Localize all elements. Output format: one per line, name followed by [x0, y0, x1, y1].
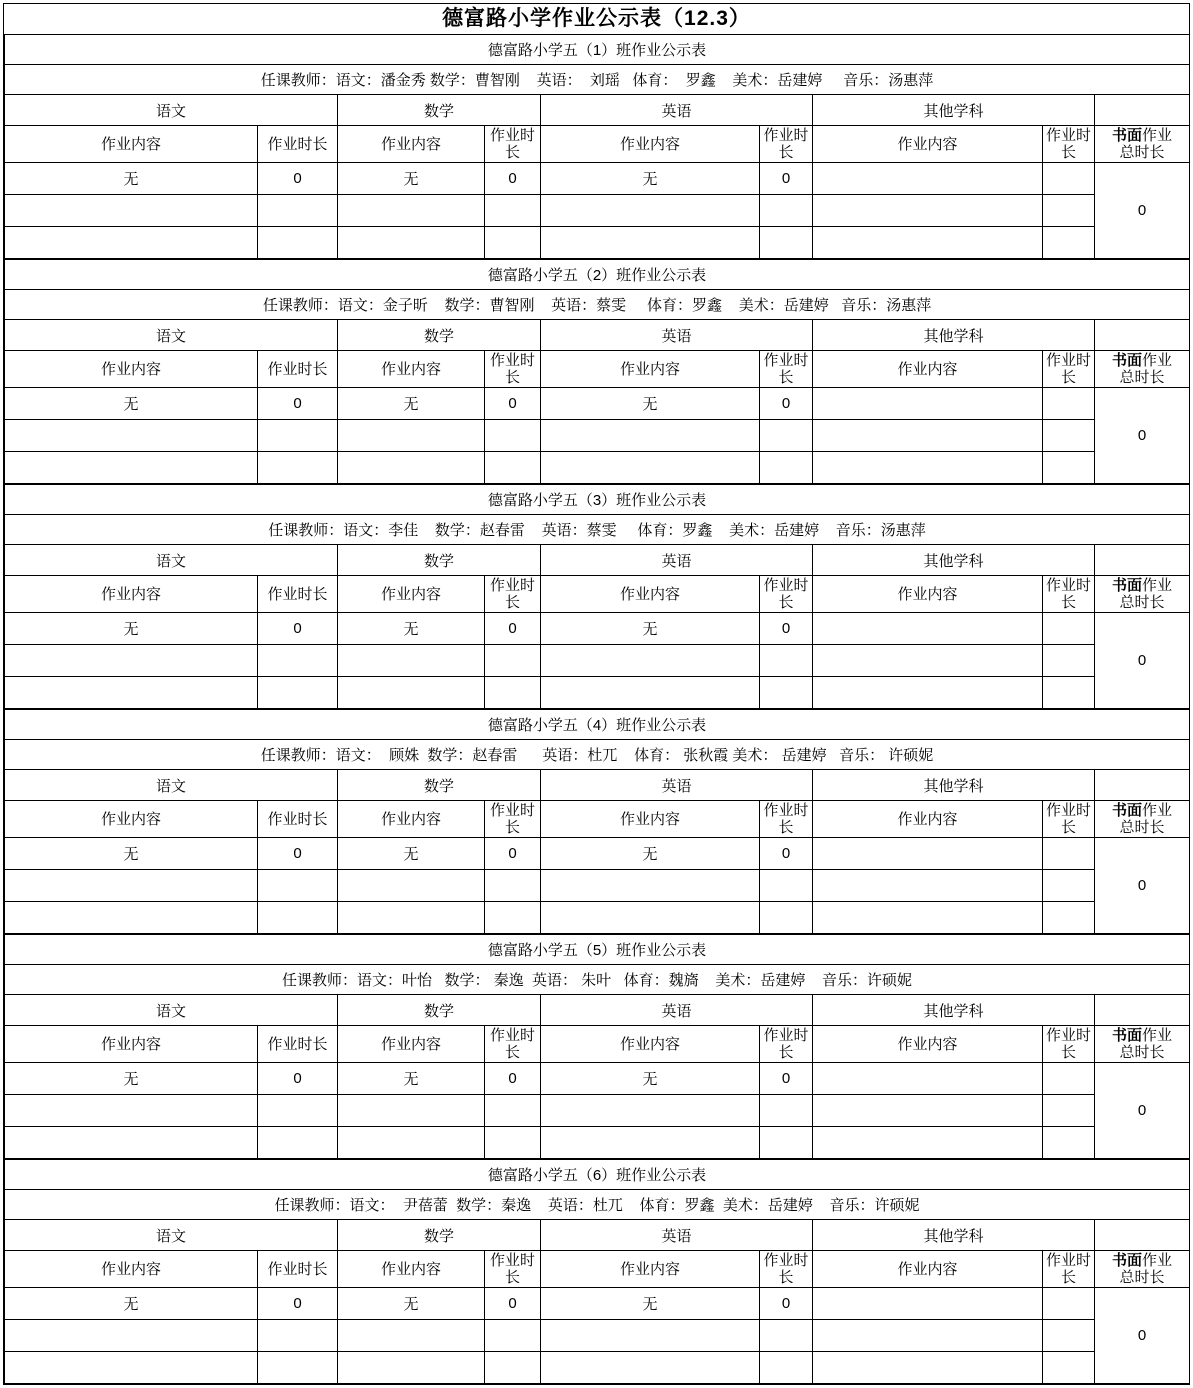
other-duration-cell [1043, 420, 1095, 452]
chinese-content-cell [5, 1320, 258, 1352]
chinese-content-header: 作业内容 [5, 1251, 258, 1288]
class-section-table [4, 484, 1190, 709]
chinese-content-cell [5, 195, 258, 227]
english-content-cell [541, 420, 760, 452]
written-total-value: 0 [1095, 388, 1190, 484]
math-duration-cell [485, 677, 541, 709]
english-duration-cell [760, 677, 813, 709]
english-content-cell [541, 227, 760, 259]
subject-header-math: 数学 [338, 320, 541, 351]
chinese-duration-cell: 0 [258, 1288, 338, 1320]
subject-header-other: 其他学科 [813, 770, 1095, 801]
other-content-header: 作业内容 [813, 1251, 1043, 1288]
other-duration-cell [1043, 195, 1095, 227]
english-duration-header: 作业时长 [760, 126, 813, 163]
english-content-cell [541, 1127, 760, 1159]
english-duration-cell: 0 [760, 1288, 813, 1320]
other-duration-cell [1043, 902, 1095, 934]
english-duration-cell [760, 195, 813, 227]
other-duration-cell [1043, 613, 1095, 645]
written-total-header [1095, 351, 1190, 388]
chinese-content-cell [5, 870, 258, 902]
chinese-content-cell: 无 [5, 613, 258, 645]
math-content-cell [338, 677, 485, 709]
written-total-header [1095, 801, 1190, 838]
math-duration-header: 作业时长 [485, 576, 541, 613]
subject-header-other: 其他学科 [813, 320, 1095, 351]
other-content-cell [813, 1320, 1043, 1352]
chinese-duration-cell [258, 227, 338, 259]
written-total-header-bold: 书面 [1112, 352, 1143, 369]
chinese-content-header: 作业内容 [5, 126, 258, 163]
math-content-cell [338, 1095, 485, 1127]
math-content-cell: 无 [338, 163, 485, 195]
other-content-cell [813, 645, 1043, 677]
teachers-line: 任课教师：语文： 顾姝 数学：赵春雷 英语：杜兀 体育： 张秋霞 美术： 岳建婷 音乐： 许硕妮 [5, 740, 1190, 770]
other-duration-cell [1043, 870, 1095, 902]
written-total-header-bold: 书面 [1112, 1252, 1143, 1269]
english-duration-cell [760, 870, 813, 902]
chinese-content-cell [5, 1095, 258, 1127]
math-content-cell [338, 227, 485, 259]
teachers-line: 任课教师：语文：李佳 数学：赵春雷 英语：蔡雯 体育：罗鑫 美术：岳建婷 音乐：汤惠萍 [5, 515, 1190, 545]
english-content-cell: 无 [541, 163, 760, 195]
written-total-header-line2: 总时长 [1119, 144, 1165, 161]
subject-header-chinese: 语文 [5, 1220, 338, 1251]
math-content-cell [338, 902, 485, 934]
english-content-header: 作业内容 [541, 576, 760, 613]
chinese-duration-cell [258, 677, 338, 709]
subject-header-spacer [1095, 770, 1190, 801]
chinese-content-header: 作业内容 [5, 801, 258, 838]
class-sections-container [4, 34, 1189, 1384]
english-content-cell [541, 195, 760, 227]
chinese-content-cell: 无 [5, 1063, 258, 1095]
english-content-cell [541, 1320, 760, 1352]
english-content-header: 作业内容 [541, 351, 760, 388]
class-section-table [4, 34, 1190, 259]
subject-header-other: 其他学科 [813, 545, 1095, 576]
chinese-content-cell: 无 [5, 1288, 258, 1320]
math-duration-cell [485, 227, 541, 259]
class-section-table [4, 1159, 1190, 1384]
math-duration-cell [485, 1127, 541, 1159]
other-content-cell [813, 1352, 1043, 1384]
written-total-header-bold: 书面 [1112, 577, 1143, 594]
chinese-duration-cell [258, 1352, 338, 1384]
other-content-cell [813, 195, 1043, 227]
subject-header-chinese: 语文 [5, 995, 338, 1026]
subject-header-spacer [1095, 995, 1190, 1026]
section-title: 德富路小学五（1）班作业公示表 [5, 35, 1190, 65]
section-title: 德富路小学五（3）班作业公示表 [5, 485, 1190, 515]
chinese-content-cell: 无 [5, 163, 258, 195]
subject-header-math: 数学 [338, 545, 541, 576]
english-content-cell [541, 452, 760, 484]
chinese-duration-cell [258, 902, 338, 934]
english-duration-header: 作业时长 [760, 1026, 813, 1063]
other-duration-cell [1043, 1352, 1095, 1384]
chinese-content-cell [5, 645, 258, 677]
english-duration-cell [760, 1352, 813, 1384]
other-duration-cell [1043, 645, 1095, 677]
subject-header-english: 英语 [541, 320, 813, 351]
english-duration-cell: 0 [760, 163, 813, 195]
english-content-cell [541, 677, 760, 709]
english-duration-header: 作业时长 [760, 351, 813, 388]
class-section-table [4, 709, 1190, 934]
chinese-duration-cell: 0 [258, 388, 338, 420]
written-total-header-line2: 总时长 [1119, 369, 1165, 386]
chinese-content-cell [5, 227, 258, 259]
other-duration-cell [1043, 1288, 1095, 1320]
class-section-table [4, 259, 1190, 484]
written-total-header-rest: 作业 [1142, 127, 1173, 144]
other-duration-cell [1043, 388, 1095, 420]
class-section-table [4, 934, 1190, 1159]
other-content-header: 作业内容 [813, 801, 1043, 838]
chinese-duration-cell [258, 1320, 338, 1352]
subject-header-math: 数学 [338, 95, 541, 126]
math-content-cell [338, 452, 485, 484]
chinese-content-cell: 无 [5, 838, 258, 870]
other-duration-header: 作业时长 [1043, 576, 1095, 613]
subject-header-chinese: 语文 [5, 770, 338, 801]
english-content-cell [541, 1352, 760, 1384]
math-duration-cell [485, 902, 541, 934]
english-content-cell: 无 [541, 613, 760, 645]
other-content-cell [813, 1063, 1043, 1095]
other-duration-cell [1043, 163, 1095, 195]
english-content-cell: 无 [541, 1063, 760, 1095]
other-duration-header: 作业时长 [1043, 801, 1095, 838]
math-duration-cell: 0 [485, 1063, 541, 1095]
chinese-content-header: 作业内容 [5, 351, 258, 388]
subject-header-math: 数学 [338, 995, 541, 1026]
other-content-cell [813, 1127, 1043, 1159]
math-duration-cell: 0 [485, 613, 541, 645]
written-total-header-rest: 作业 [1142, 1252, 1173, 1269]
other-content-cell [813, 870, 1043, 902]
other-content-header: 作业内容 [813, 126, 1043, 163]
other-duration-header: 作业时长 [1043, 126, 1095, 163]
english-duration-cell [760, 902, 813, 934]
teachers-line: 任课教师：语文： 尹蓓蕾 数学：秦逸 英语：杜兀 体育：罗鑫 美术：岳建婷 音乐：许硕妮 [5, 1190, 1190, 1220]
section-title: 德富路小学五（5）班作业公示表 [5, 935, 1190, 965]
math-content-cell [338, 870, 485, 902]
chinese-duration-cell [258, 452, 338, 484]
other-duration-cell [1043, 1095, 1095, 1127]
chinese-duration-header: 作业时长 [258, 1026, 338, 1063]
english-duration-cell [760, 645, 813, 677]
chinese-content-cell [5, 902, 258, 934]
math-content-header: 作业内容 [338, 576, 485, 613]
math-duration-header: 作业时长 [485, 351, 541, 388]
math-duration-cell [485, 420, 541, 452]
math-content-header: 作业内容 [338, 801, 485, 838]
math-content-header: 作业内容 [338, 126, 485, 163]
page-title: 德富路小学作业公示表（12.3） [442, 7, 751, 30]
english-duration-cell [760, 1127, 813, 1159]
english-duration-cell: 0 [760, 613, 813, 645]
section-title: 德富路小学五（2）班作业公示表 [5, 260, 1190, 290]
other-duration-header: 作业时长 [1043, 1026, 1095, 1063]
chinese-duration-header: 作业时长 [258, 801, 338, 838]
other-content-cell [813, 227, 1043, 259]
math-duration-cell: 0 [485, 388, 541, 420]
other-content-cell [813, 388, 1043, 420]
other-content-cell [813, 163, 1043, 195]
subject-header-spacer [1095, 95, 1190, 126]
subject-header-english: 英语 [541, 770, 813, 801]
other-duration-cell [1043, 838, 1095, 870]
other-content-cell [813, 902, 1043, 934]
section-title: 德富路小学五（4）班作业公示表 [5, 710, 1190, 740]
math-duration-header: 作业时长 [485, 801, 541, 838]
math-content-cell: 无 [338, 838, 485, 870]
section-title: 德富路小学五（6）班作业公示表 [5, 1160, 1190, 1190]
math-duration-cell: 0 [485, 163, 541, 195]
math-duration-cell [485, 645, 541, 677]
other-duration-cell [1043, 1063, 1095, 1095]
other-content-header: 作业内容 [813, 1026, 1043, 1063]
subject-header-chinese: 语文 [5, 95, 338, 126]
math-content-cell [338, 195, 485, 227]
english-duration-cell [760, 420, 813, 452]
math-content-cell [338, 420, 485, 452]
other-content-cell [813, 1288, 1043, 1320]
other-duration-cell [1043, 227, 1095, 259]
written-total-value: 0 [1095, 1063, 1190, 1159]
other-content-cell [813, 677, 1043, 709]
math-duration-cell [485, 1352, 541, 1384]
subject-header-spacer [1095, 320, 1190, 351]
subject-header-chinese: 语文 [5, 545, 338, 576]
subject-header-spacer [1095, 545, 1190, 576]
chinese-content-cell: 无 [5, 388, 258, 420]
chinese-duration-cell: 0 [258, 1063, 338, 1095]
chinese-duration-cell: 0 [258, 163, 338, 195]
english-content-cell [541, 902, 760, 934]
other-content-cell [813, 452, 1043, 484]
other-content-cell [813, 1095, 1043, 1127]
subject-header-spacer [1095, 1220, 1190, 1251]
english-duration-cell [760, 1320, 813, 1352]
written-total-header-line2: 总时长 [1119, 594, 1165, 611]
written-total-header [1095, 576, 1190, 613]
english-duration-cell [760, 227, 813, 259]
other-duration-cell [1043, 1127, 1095, 1159]
other-content-header: 作业内容 [813, 576, 1043, 613]
subject-header-english: 英语 [541, 95, 813, 126]
math-content-cell: 无 [338, 1063, 485, 1095]
subject-header-other: 其他学科 [813, 995, 1095, 1026]
chinese-duration-cell [258, 1127, 338, 1159]
chinese-duration-cell [258, 1095, 338, 1127]
subject-header-chinese: 语文 [5, 320, 338, 351]
math-content-header: 作业内容 [338, 1251, 485, 1288]
chinese-content-cell [5, 677, 258, 709]
english-duration-header: 作业时长 [760, 576, 813, 613]
math-content-cell [338, 645, 485, 677]
english-duration-cell [760, 1095, 813, 1127]
written-total-value: 0 [1095, 613, 1190, 709]
math-duration-header: 作业时长 [485, 1251, 541, 1288]
chinese-duration-header: 作业时长 [258, 1251, 338, 1288]
written-total-header-line2: 总时长 [1119, 1269, 1165, 1286]
other-duration-cell [1043, 677, 1095, 709]
math-duration-cell [485, 1320, 541, 1352]
chinese-content-cell [5, 1352, 258, 1384]
chinese-content-header: 作业内容 [5, 576, 258, 613]
other-duration-cell [1043, 452, 1095, 484]
other-content-header: 作业内容 [813, 351, 1043, 388]
homework-publicity-sheet [3, 3, 1190, 1385]
english-content-cell [541, 645, 760, 677]
chinese-duration-header: 作业时长 [258, 126, 338, 163]
other-content-cell [813, 420, 1043, 452]
written-total-header-bold: 书面 [1112, 802, 1143, 819]
chinese-duration-header: 作业时长 [258, 576, 338, 613]
teachers-line: 任课教师：语文：叶怡 数学： 秦逸 英语： 朱叶 体育：魏旖 美术：岳建婷 音乐：许硕妮 [5, 965, 1190, 995]
subject-header-other: 其他学科 [813, 95, 1095, 126]
math-duration-cell: 0 [485, 838, 541, 870]
english-content-cell: 无 [541, 838, 760, 870]
math-duration-cell [485, 452, 541, 484]
math-duration-cell [485, 1095, 541, 1127]
math-content-header: 作业内容 [338, 1026, 485, 1063]
math-duration-header: 作业时长 [485, 126, 541, 163]
written-total-header-rest: 作业 [1142, 1027, 1173, 1044]
chinese-duration-cell [258, 645, 338, 677]
math-content-header: 作业内容 [338, 351, 485, 388]
other-duration-header: 作业时长 [1043, 1251, 1095, 1288]
chinese-duration-cell [258, 420, 338, 452]
english-duration-cell [760, 452, 813, 484]
math-content-cell: 无 [338, 1288, 485, 1320]
chinese-duration-cell [258, 195, 338, 227]
subject-header-math: 数学 [338, 1220, 541, 1251]
chinese-duration-cell [258, 870, 338, 902]
math-content-cell: 无 [338, 388, 485, 420]
written-total-header [1095, 1026, 1190, 1063]
chinese-content-cell [5, 420, 258, 452]
english-duration-cell: 0 [760, 388, 813, 420]
english-content-cell [541, 1095, 760, 1127]
english-duration-cell: 0 [760, 838, 813, 870]
chinese-content-cell [5, 452, 258, 484]
teachers-line: 任课教师：语文：金子昕 数学：曹智刚 英语：蔡雯 体育：罗鑫 美术：岳建婷 音乐：汤惠萍 [5, 290, 1190, 320]
math-content-cell [338, 1352, 485, 1384]
written-total-value: 0 [1095, 838, 1190, 934]
written-total-header-line2: 总时长 [1119, 819, 1165, 836]
chinese-content-cell [5, 1127, 258, 1159]
subject-header-english: 英语 [541, 545, 813, 576]
english-duration-header: 作业时长 [760, 1251, 813, 1288]
english-content-cell: 无 [541, 388, 760, 420]
math-duration-cell: 0 [485, 1288, 541, 1320]
english-content-cell [541, 870, 760, 902]
subject-header-english: 英语 [541, 995, 813, 1026]
written-total-header-rest: 作业 [1142, 577, 1173, 594]
english-content-header: 作业内容 [541, 801, 760, 838]
written-total-header-line2: 总时长 [1119, 1044, 1165, 1061]
other-duration-cell [1043, 1320, 1095, 1352]
other-content-cell [813, 613, 1043, 645]
math-content-cell [338, 1127, 485, 1159]
subject-header-english: 英语 [541, 1220, 813, 1251]
math-content-cell [338, 1320, 485, 1352]
written-total-header-bold: 书面 [1112, 127, 1143, 144]
subject-header-math: 数学 [338, 770, 541, 801]
math-content-cell: 无 [338, 613, 485, 645]
written-total-header [1095, 126, 1190, 163]
written-total-value: 0 [1095, 163, 1190, 259]
english-content-header: 作业内容 [541, 1251, 760, 1288]
chinese-duration-cell: 0 [258, 838, 338, 870]
written-total-value: 0 [1095, 1288, 1190, 1384]
math-duration-header: 作业时长 [485, 1026, 541, 1063]
math-duration-cell [485, 870, 541, 902]
teachers-line: 任课教师：语文：潘金秀 数学：曹智刚 英语： 刘瑶 体育： 罗鑫 美术：岳建婷 音乐：汤惠萍 [5, 65, 1190, 95]
other-duration-header: 作业时长 [1043, 351, 1095, 388]
math-duration-cell [485, 195, 541, 227]
english-content-header: 作业内容 [541, 1026, 760, 1063]
written-total-header-rest: 作业 [1142, 352, 1173, 369]
written-total-header [1095, 1251, 1190, 1288]
english-duration-header: 作业时长 [760, 801, 813, 838]
english-duration-cell: 0 [760, 1063, 813, 1095]
chinese-content-header: 作业内容 [5, 1026, 258, 1063]
written-total-header-bold: 书面 [1112, 1027, 1143, 1044]
english-content-cell: 无 [541, 1288, 760, 1320]
other-content-cell [813, 838, 1043, 870]
chinese-duration-cell: 0 [258, 613, 338, 645]
english-content-header: 作业内容 [541, 126, 760, 163]
written-total-header-rest: 作业 [1142, 802, 1173, 819]
subject-header-other: 其他学科 [813, 1220, 1095, 1251]
chinese-duration-header: 作业时长 [258, 351, 338, 388]
